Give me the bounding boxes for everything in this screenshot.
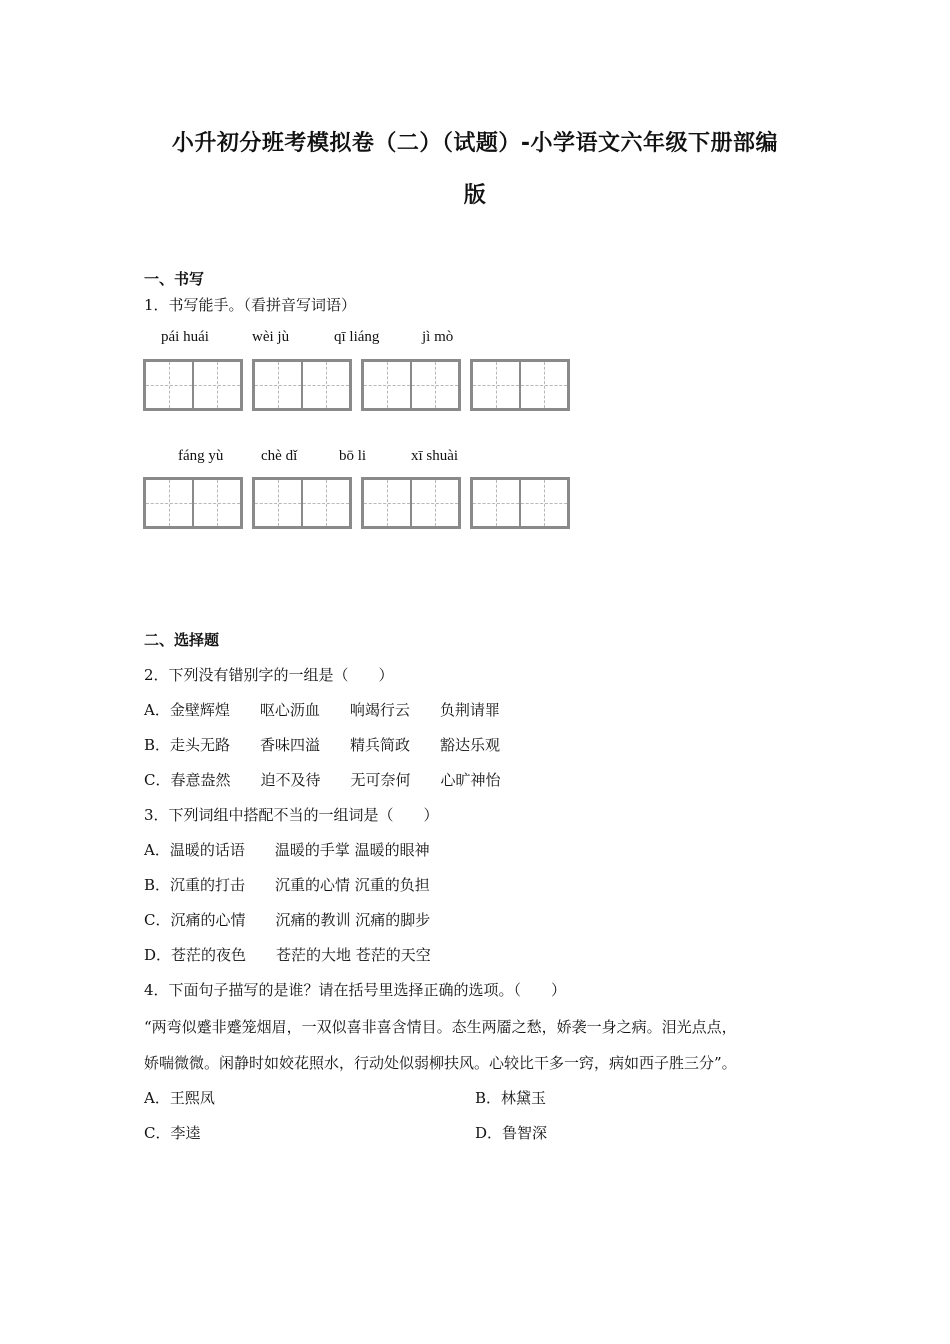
question-3-option-a[interactable]: A．温暖的话语 温暖的手掌 温暖的眼神 [144,841,430,859]
writing-grid-3[interactable] [361,359,461,411]
question-4-option-c[interactable]: C．李逵 [144,1124,201,1142]
question-4-quote-line1: “两弯似蹙非蹙笼烟眉，一双似喜非喜含情目。态生两靥之愁，娇袭一身之病。泪光点点， [144,1018,737,1036]
question-1: 1．书写能手。（看拼音写词语） [144,296,357,314]
question-4-option-d[interactable]: D．鲁智深 [475,1124,548,1142]
pinyin-7: bō li [339,448,367,464]
pinyin-4: jì mò [422,329,454,345]
writing-grid-5[interactable] [143,477,243,529]
pinyin-5: fáng yù [178,448,224,464]
question-2-option-a[interactable]: A．金壁辉煌 呕心沥血 响竭行云 负荆请罪 [144,701,500,719]
question-4-option-a[interactable]: A．王熙凤 [144,1089,215,1107]
question-4-stem: 4．下面句子描写的是谁？请在括号里选择正确的选项。（ ） [144,981,567,999]
question-2-option-c[interactable]: C．春意盎然 迫不及待 无可奈何 心旷神怡 [144,771,501,789]
pinyin-2: wèi jù [252,329,290,345]
pinyin-8: xī shuài [411,448,459,464]
writing-grid-1[interactable] [143,359,243,411]
pinyin-1: pái huái [161,329,209,345]
question-3-option-d[interactable]: D．苍茫的夜色 苍茫的大地 苍茫的天空 [144,946,431,964]
writing-grid-2[interactable] [252,359,352,411]
writing-grid-7[interactable] [361,477,461,529]
page-title-line1: 小升初分班考模拟卷（二）（试题）-小学语文六年级下册部编 [171,131,779,156]
question-2-option-b[interactable]: B．走头无路 香味四溢 精兵简政 豁达乐观 [144,736,501,754]
page-title-line2: 版 [463,183,487,208]
writing-grid-6[interactable] [252,477,352,529]
writing-grid-4[interactable] [470,359,570,411]
question-2-stem: 2．下列没有错别字的一组是（ ） [144,666,394,684]
question-4-option-b[interactable]: B．林黛玉 [475,1089,547,1107]
question-3-stem: 3．下列词组中搭配不当的一组词是（ ） [144,806,439,824]
question-3-option-b[interactable]: B．沉重的打击 沉重的心情 沉重的负担 [144,876,430,894]
writing-grid-8[interactable] [470,477,570,529]
section2-heading: 二、选择题 [144,631,220,649]
pinyin-6: chè dǐ [261,448,298,464]
question-3-option-c[interactable]: C．沉痛的心情 沉痛的教训 沉痛的脚步 [144,911,431,929]
section1-heading: 一、书写 [144,270,205,288]
pinyin-3: qī liáng [334,329,380,345]
question-4-quote-line2: 娇喘微微。闲静时如姣花照水，行动处似弱柳扶风。心较比干多一窍，病如西子胜三分”。 [144,1054,737,1072]
